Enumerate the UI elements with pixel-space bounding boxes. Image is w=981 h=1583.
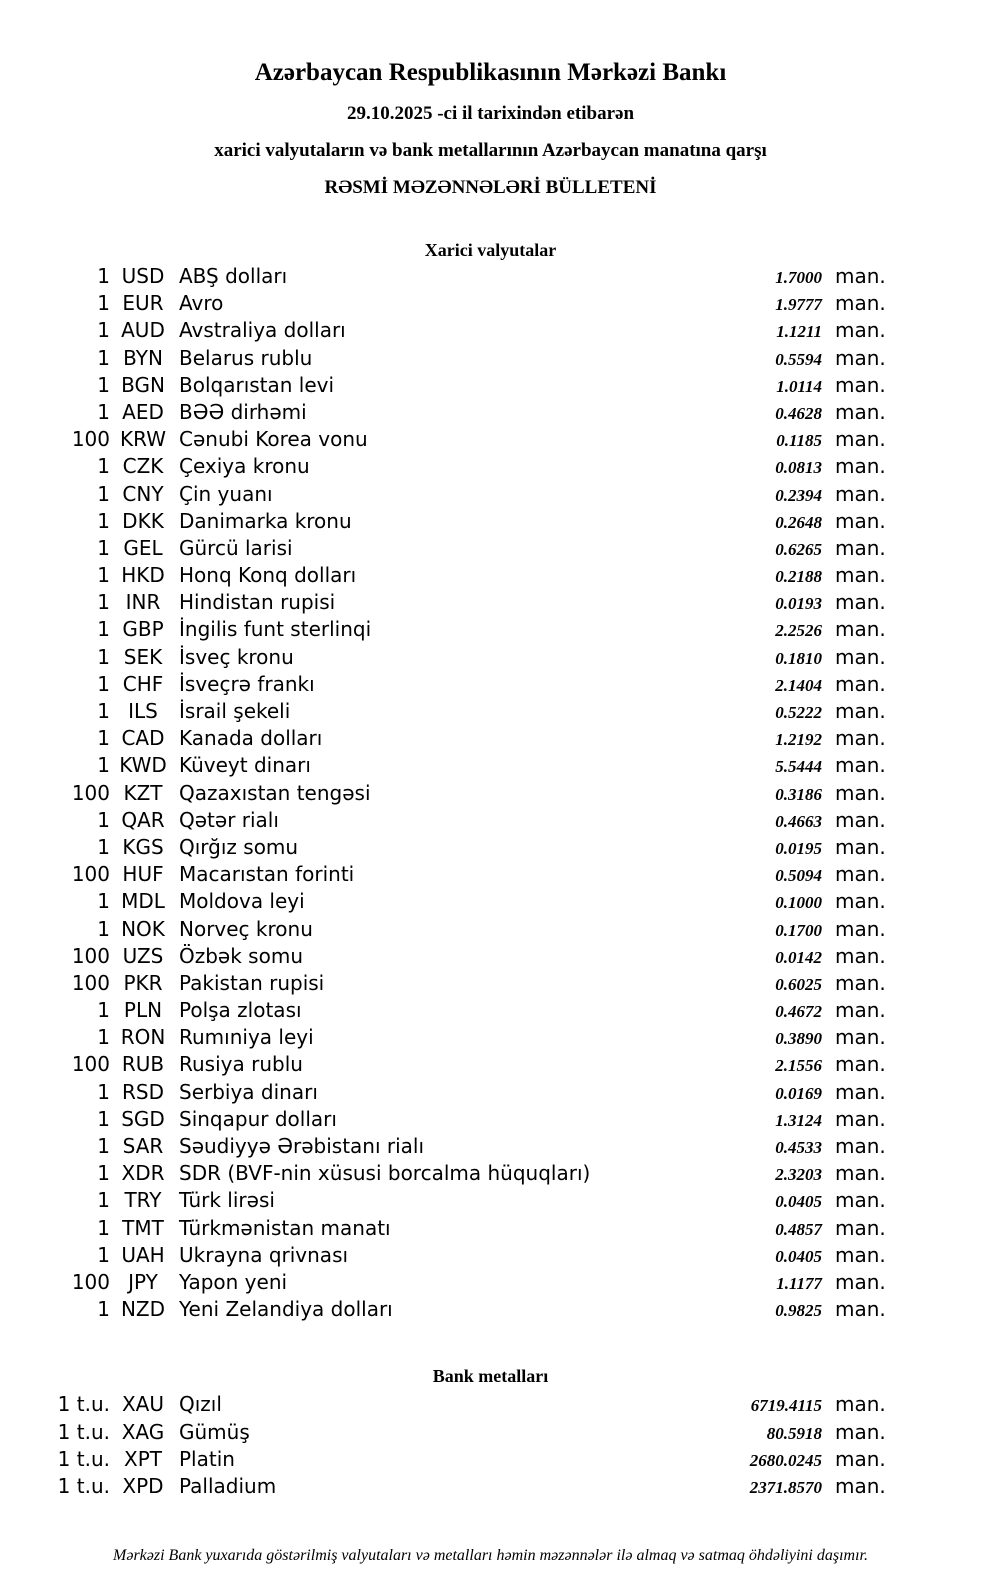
currency-name: Qırğız somu bbox=[179, 834, 299, 859]
currency-name: Qətər rialı bbox=[179, 807, 279, 832]
currency-name: Küveyt dinarı bbox=[179, 753, 311, 778]
currency-code: JPY bbox=[128, 1269, 158, 1294]
currency-code: TMT bbox=[122, 1215, 164, 1240]
manat-unit-label: man. bbox=[835, 1473, 886, 1498]
manat-unit-label: man. bbox=[835, 1079, 886, 1104]
currency-quantity: 1 bbox=[97, 291, 110, 316]
currency-row bbox=[30, 780, 885, 807]
currency-code: AED bbox=[122, 399, 164, 424]
manat-unit-label: man. bbox=[835, 644, 886, 669]
exchange-rate: 0.4533 bbox=[775, 1138, 822, 1157]
currency-row bbox=[30, 372, 885, 399]
currency-quantity: 1 bbox=[97, 671, 110, 696]
currency-row bbox=[30, 616, 885, 643]
currency-name: Rumıniya leyi bbox=[179, 1025, 314, 1050]
page-title: Azərbaycan Respublikasının Mərkəzi Bankı bbox=[254, 59, 727, 86]
currency-row bbox=[30, 1133, 885, 1160]
currency-quantity: 1 bbox=[97, 345, 110, 370]
currency-quantity: 1 bbox=[97, 264, 110, 288]
currency-quantity: 1 bbox=[97, 563, 110, 588]
currency-quantity: 100 bbox=[71, 780, 110, 805]
exchange-rate: 0.4628 bbox=[775, 403, 822, 423]
exchange-rate: 0.4857 bbox=[775, 1219, 822, 1239]
currency-quantity: 1 bbox=[97, 889, 110, 914]
currency-name: Moldova leyi bbox=[179, 889, 305, 914]
currency-row bbox=[30, 997, 885, 1024]
currency-quantity: 1 bbox=[97, 1242, 110, 1267]
manat-unit-label: man. bbox=[835, 916, 886, 941]
currency-name: Yeni Zelandiya dolları bbox=[179, 1297, 393, 1322]
manat-unit-label: man. bbox=[835, 291, 886, 316]
currency-row bbox=[30, 1187, 885, 1214]
bulletin-title: RƏSMİ MƏZƏNNƏLƏRİ BÜLLETENİ bbox=[324, 177, 657, 198]
currency-row bbox=[30, 1079, 885, 1106]
currency-code: PKR bbox=[123, 970, 163, 995]
currency-quantity: 1 bbox=[97, 998, 110, 1023]
manat-unit-label: man. bbox=[835, 1392, 886, 1417]
currency-code: KZT bbox=[123, 780, 163, 805]
manat-unit-label: man. bbox=[835, 1419, 886, 1444]
currency-name: Sinqapur dolları bbox=[179, 1106, 337, 1131]
currency-code: NOK bbox=[121, 916, 165, 941]
exchange-rate: 0.2648 bbox=[775, 512, 822, 532]
exchange-rate: 0.5594 bbox=[775, 349, 822, 369]
currency-code: QAR bbox=[121, 807, 165, 832]
currency-code: KWD bbox=[119, 753, 167, 778]
currency-name: ABŞ dolları bbox=[179, 264, 288, 288]
currency-row bbox=[30, 535, 885, 562]
currency-code: USD bbox=[121, 264, 165, 288]
currency-name: İsveç kronu bbox=[179, 644, 294, 669]
exchange-rate: 0.6025 bbox=[775, 974, 822, 994]
currency-name: Səudiyyə Ərəbistanı rialı bbox=[179, 1134, 425, 1158]
metal-name: Palladium bbox=[179, 1473, 277, 1498]
exchange-rate: 1.1177 bbox=[776, 1273, 822, 1293]
currency-code: CHF bbox=[122, 671, 164, 696]
manat-unit-label: man. bbox=[835, 1188, 886, 1213]
section-heading-currencies: Xarici valyutalar bbox=[424, 240, 557, 260]
manat-unit-label: man. bbox=[835, 1269, 886, 1294]
manat-unit-label: man. bbox=[835, 807, 886, 832]
metal-code: XPD bbox=[122, 1473, 164, 1498]
manat-unit-label: man. bbox=[835, 726, 886, 751]
exchange-rate: 0.2394 bbox=[775, 485, 822, 505]
section-heading-metals: Bank metalları bbox=[432, 1366, 549, 1387]
exchange-rate: 0.4663 bbox=[775, 811, 822, 831]
currency-row bbox=[30, 861, 885, 888]
exchange-rate: 0.0405 bbox=[775, 1192, 822, 1212]
metal-code: XAU bbox=[121, 1392, 165, 1417]
currency-name: Polşa zlotası bbox=[179, 998, 302, 1023]
currency-row bbox=[30, 834, 885, 861]
currency-name: Norveç kronu bbox=[179, 916, 313, 941]
currency-name: Belarus rublu bbox=[179, 345, 313, 370]
currency-name: Serbiya dinarı bbox=[179, 1079, 318, 1104]
currency-row bbox=[30, 970, 885, 997]
manat-unit-label: man. bbox=[835, 372, 886, 397]
currency-name: SDR (BVF-nin xüsusi borcalma hüquqları) bbox=[179, 1161, 591, 1186]
currency-name: BƏƏ dirhəmi bbox=[179, 399, 307, 424]
manat-unit-label: man. bbox=[835, 671, 886, 696]
metal-name: Qızıl bbox=[179, 1392, 222, 1417]
currency-code: NZD bbox=[120, 1297, 166, 1322]
exchange-rate: 2.1404 bbox=[775, 675, 822, 695]
currency-quantity: 1 bbox=[97, 807, 110, 832]
manat-unit-label: man. bbox=[835, 889, 886, 914]
currency-code: UAH bbox=[121, 1242, 165, 1267]
currency-name: Türkmənistan manatı bbox=[179, 1215, 391, 1240]
manat-unit-label: man. bbox=[835, 998, 886, 1023]
currency-name: Avro bbox=[179, 291, 224, 316]
exchange-rate: 2.2526 bbox=[775, 621, 822, 641]
currency-name: Pakistan rupisi bbox=[179, 970, 325, 995]
exchange-rate: 0.0142 bbox=[775, 947, 822, 967]
metal-row bbox=[30, 1419, 885, 1446]
currency-row bbox=[30, 1296, 885, 1323]
currency-row bbox=[30, 671, 885, 698]
currency-quantity: 1 bbox=[97, 1025, 110, 1050]
currency-quantity: 1 bbox=[97, 1161, 110, 1186]
currency-row bbox=[30, 345, 885, 372]
manat-unit-label: man. bbox=[835, 508, 886, 533]
currency-name: Macarıstan forinti bbox=[179, 862, 355, 887]
currency-code: BYN bbox=[123, 345, 163, 370]
currency-name: Rusiya rublu bbox=[179, 1052, 303, 1077]
exchange-rate: 0.3186 bbox=[775, 784, 822, 804]
manat-unit-label: man. bbox=[835, 1446, 886, 1471]
currency-quantity: 1 bbox=[97, 1297, 110, 1322]
exchange-rate: 0.0193 bbox=[775, 594, 822, 614]
currency-quantity: 1 bbox=[97, 454, 110, 479]
currency-row bbox=[30, 263, 885, 290]
metal-name: Gümüş bbox=[179, 1419, 250, 1444]
exchange-rate: 0.9825 bbox=[775, 1301, 822, 1321]
currency-code: HKD bbox=[121, 563, 165, 588]
currency-quantity: 1 bbox=[97, 399, 110, 424]
metal-name: Platin bbox=[179, 1446, 235, 1471]
manat-unit-label: man. bbox=[835, 699, 886, 723]
manat-unit-label: man. bbox=[835, 563, 886, 588]
currency-name: Danimarka kronu bbox=[179, 508, 352, 533]
currency-row bbox=[30, 916, 885, 943]
metal-quantity: 1 t.u. bbox=[57, 1446, 110, 1471]
currency-code: AUD bbox=[121, 318, 165, 343]
currency-quantity: 1 bbox=[97, 699, 110, 723]
currency-quantity: 1 bbox=[97, 726, 110, 751]
metal-quantity: 1 t.u. bbox=[57, 1392, 110, 1417]
manat-unit-label: man. bbox=[835, 481, 886, 506]
currency-code: SGD bbox=[121, 1106, 165, 1131]
exchange-rate: 0.1810 bbox=[775, 648, 822, 668]
currency-row bbox=[30, 1242, 885, 1269]
currency-code: KRW bbox=[120, 427, 166, 452]
exchange-rate: 5.5444 bbox=[775, 757, 822, 777]
currency-name: Kanada dolları bbox=[179, 726, 323, 751]
currency-quantity: 1 bbox=[97, 617, 110, 642]
currency-row bbox=[30, 1051, 885, 1078]
currency-quantity: 1 bbox=[97, 916, 110, 941]
manat-unit-label: man. bbox=[835, 834, 886, 859]
currency-code: HUF bbox=[122, 862, 164, 887]
manat-unit-label: man. bbox=[835, 590, 886, 615]
currency-quantity: 100 bbox=[71, 862, 110, 887]
currency-row bbox=[30, 317, 885, 344]
currency-row bbox=[30, 399, 885, 426]
metal-quantity: 1 t.u. bbox=[57, 1473, 110, 1498]
currency-quantity: 1 bbox=[97, 1106, 110, 1131]
exchange-rate: 2.1556 bbox=[775, 1056, 822, 1076]
manat-unit-label: man. bbox=[835, 780, 886, 805]
manat-unit-label: man. bbox=[835, 399, 886, 424]
currency-row bbox=[30, 888, 885, 915]
metal-code: XPT bbox=[124, 1446, 162, 1471]
currency-row bbox=[30, 589, 885, 616]
currency-name: Gürcü larisi bbox=[179, 535, 293, 560]
manat-unit-label: man. bbox=[835, 427, 886, 452]
currency-name: Yapon yeni bbox=[179, 1269, 288, 1294]
manat-unit-label: man. bbox=[835, 454, 886, 479]
manat-unit-label: man. bbox=[835, 1106, 886, 1131]
exchange-rate: 0.0405 bbox=[775, 1246, 822, 1266]
currency-quantity: 1 bbox=[97, 1134, 110, 1158]
exchange-rate: 0.1000 bbox=[775, 893, 822, 913]
exchange-rate: 1.3124 bbox=[775, 1110, 822, 1130]
metal-quantity: 1 t.u. bbox=[57, 1419, 110, 1444]
currency-code: INR bbox=[125, 590, 161, 615]
manat-unit-label: man. bbox=[835, 535, 886, 560]
exchange-rate: 0.1700 bbox=[775, 920, 822, 940]
currency-code: DKK bbox=[122, 508, 164, 533]
metal-rate: 2680.0245 bbox=[749, 1450, 822, 1470]
currency-row bbox=[30, 562, 885, 589]
metal-row bbox=[30, 1446, 885, 1473]
exchange-rate: 1.2192 bbox=[775, 730, 822, 750]
currency-code: GEL bbox=[123, 535, 163, 560]
currency-code: RSD bbox=[122, 1079, 164, 1104]
currency-name: İngilis funt sterlinqi bbox=[179, 617, 372, 642]
currency-name: Avstraliya dolları bbox=[179, 318, 346, 343]
metal-code: XAG bbox=[121, 1419, 165, 1444]
currency-row bbox=[30, 1160, 885, 1187]
currencies-table bbox=[30, 263, 885, 1323]
currency-row bbox=[30, 644, 885, 671]
manat-unit-label: man. bbox=[835, 1297, 886, 1322]
exchange-rate: 0.5222 bbox=[775, 703, 822, 722]
exchange-rate: 0.2188 bbox=[775, 567, 822, 587]
subtitle-line: xarici valyutaların və bank metallarının Azərbaycan manatına qarşı bbox=[214, 140, 767, 161]
currency-name: Bolqarıstan levi bbox=[179, 372, 335, 397]
metal-row bbox=[30, 1473, 885, 1500]
manat-unit-label: man. bbox=[835, 943, 886, 968]
exchange-rate: 0.0169 bbox=[775, 1083, 822, 1103]
manat-unit-label: man. bbox=[835, 1161, 886, 1186]
currency-row bbox=[30, 290, 885, 317]
currency-quantity: 1 bbox=[97, 318, 110, 343]
currency-quantity: 100 bbox=[71, 970, 110, 995]
currency-quantity: 1 bbox=[97, 372, 110, 397]
metal-rate: 80.5918 bbox=[766, 1423, 822, 1443]
currency-code: UZS bbox=[122, 943, 164, 968]
exchange-rate: 1.7000 bbox=[775, 268, 822, 287]
currency-quantity: 1 bbox=[97, 753, 110, 778]
currency-code: MDL bbox=[121, 889, 165, 914]
metal-row bbox=[30, 1391, 885, 1418]
manat-unit-label: man. bbox=[835, 1242, 886, 1267]
currency-code: RON bbox=[120, 1025, 166, 1050]
currency-name: Honq Konq dolları bbox=[179, 563, 357, 588]
currency-code: SEK bbox=[123, 644, 163, 669]
currency-code: CZK bbox=[122, 454, 164, 479]
currency-code: GBP bbox=[122, 617, 164, 642]
manat-unit-label: man. bbox=[835, 970, 886, 995]
currency-row bbox=[30, 1024, 885, 1051]
currency-code: KGS bbox=[122, 834, 164, 859]
manat-unit-label: man. bbox=[835, 1215, 886, 1240]
currency-name: Türk lirəsi bbox=[179, 1188, 275, 1213]
currency-quantity: 100 bbox=[71, 1052, 110, 1077]
currency-code: CAD bbox=[121, 726, 165, 751]
effective-date-line: 29.10.2025 -ci il tarixindən etibarən bbox=[346, 103, 635, 124]
currency-name: Cənubi Korea vonu bbox=[179, 427, 368, 452]
metals-table bbox=[30, 1391, 885, 1500]
exchange-rate: 0.1185 bbox=[776, 431, 822, 451]
currency-code: PLN bbox=[123, 998, 163, 1023]
currency-quantity: 100 bbox=[71, 943, 110, 968]
manat-unit-label: man. bbox=[835, 345, 886, 370]
currency-name: İsrail şekeli bbox=[179, 699, 291, 723]
metal-rate: 6719.4115 bbox=[750, 1396, 822, 1416]
currency-quantity: 1 bbox=[97, 481, 110, 506]
currency-quantity: 1 bbox=[97, 590, 110, 615]
currency-name: Qazaxıstan tengəsi bbox=[179, 780, 371, 805]
currency-name: Ukrayna qrivnası bbox=[179, 1242, 349, 1267]
exchange-rate: 0.6265 bbox=[775, 539, 822, 559]
currency-code: EUR bbox=[122, 291, 164, 316]
currency-code: TRY bbox=[124, 1188, 162, 1213]
currency-quantity: 1 bbox=[97, 535, 110, 560]
currency-quantity: 1 bbox=[97, 644, 110, 669]
currency-code: CNY bbox=[122, 481, 164, 506]
exchange-rate: 1.0114 bbox=[776, 376, 822, 396]
manat-unit-label: man. bbox=[835, 1134, 886, 1158]
currency-row bbox=[30, 807, 885, 834]
exchange-rate: 0.0195 bbox=[775, 838, 822, 858]
currency-row bbox=[30, 698, 885, 725]
currency-code: BGN bbox=[121, 372, 165, 397]
exchange-rate: 1.1211 bbox=[776, 322, 822, 342]
manat-unit-label: man. bbox=[835, 862, 886, 887]
currency-row bbox=[30, 426, 885, 453]
currency-code: SAR bbox=[122, 1134, 164, 1158]
currency-row bbox=[30, 508, 885, 535]
currency-row bbox=[30, 453, 885, 480]
currency-code: ILS bbox=[128, 699, 158, 723]
currency-quantity: 100 bbox=[71, 1269, 110, 1294]
currency-row bbox=[30, 481, 885, 508]
currency-quantity: 1 bbox=[97, 1215, 110, 1240]
currency-name: Çexiya kronu bbox=[179, 454, 310, 479]
metal-rate: 2371.8570 bbox=[749, 1477, 822, 1497]
currency-quantity: 100 bbox=[71, 427, 110, 452]
manat-unit-label: man. bbox=[835, 617, 886, 642]
manat-unit-label: man. bbox=[835, 753, 886, 778]
currency-row bbox=[30, 1269, 885, 1296]
currency-row bbox=[30, 752, 885, 779]
manat-unit-label: man. bbox=[835, 264, 886, 288]
exchange-rate: 1.9777 bbox=[775, 295, 822, 315]
manat-unit-label: man. bbox=[835, 1052, 886, 1077]
currency-name: Hindistan rupisi bbox=[179, 590, 336, 615]
currency-name: Özbək somu bbox=[179, 943, 303, 968]
currency-code: RUB bbox=[121, 1052, 165, 1077]
currency-quantity: 1 bbox=[97, 1079, 110, 1104]
currency-quantity: 1 bbox=[97, 834, 110, 859]
currency-row bbox=[30, 725, 885, 752]
exchange-rate: 0.4672 bbox=[775, 1002, 822, 1022]
currency-quantity: 1 bbox=[97, 508, 110, 533]
currency-row bbox=[30, 1106, 885, 1133]
exchange-rate: 0.3890 bbox=[775, 1029, 822, 1049]
manat-unit-label: man. bbox=[835, 318, 886, 343]
exchange-rate: 0.0813 bbox=[775, 458, 822, 478]
manat-unit-label: man. bbox=[835, 1025, 886, 1050]
currency-row bbox=[30, 943, 885, 970]
currency-row bbox=[30, 1215, 885, 1242]
exchange-rate: 0.5094 bbox=[775, 866, 822, 886]
currency-name: Çin yuanı bbox=[179, 481, 273, 506]
currency-name: İsveçrə frankı bbox=[179, 671, 315, 696]
currency-code: XDR bbox=[121, 1161, 165, 1186]
exchange-rate: 2.3203 bbox=[775, 1165, 822, 1185]
footer-disclaimer: Mərkəzi Bank yuxarıda göstərilmiş valyutaları və metalları həmin məzənnələr ilə almaq və satmaq öhdəliyini daşımır. bbox=[113, 1547, 868, 1565]
currency-quantity: 1 bbox=[97, 1188, 110, 1213]
